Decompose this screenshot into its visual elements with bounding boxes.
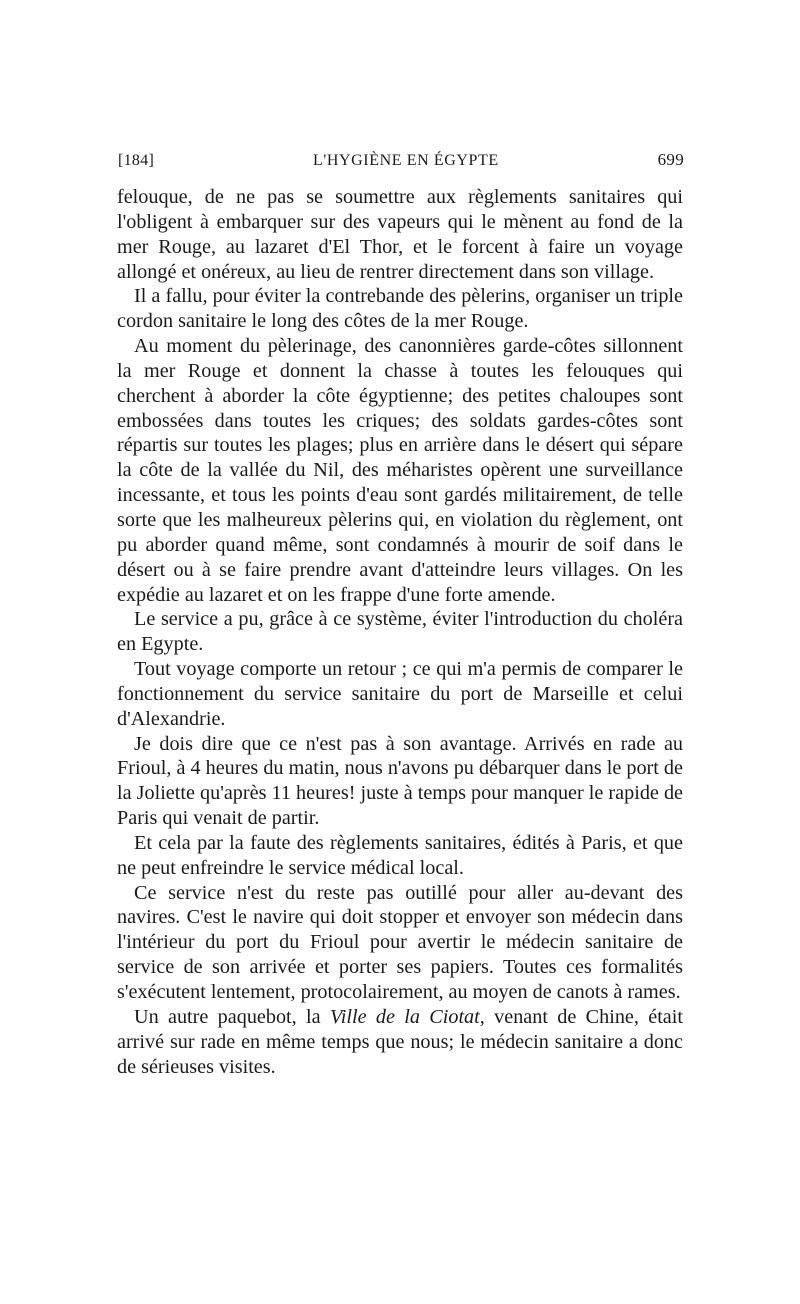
paragraph: Au moment du pèlerinage, des canonnières garde-côtes sillonnent la mer Rouge et donnent la chasse à toutes les felouques qui cherchent à aborder la côte égyptienne; des petites chaloupes sont embossées dans toutes les criques; des soldats gardes-côtes sont répartis sur toutes les plages; plus en arrière dans le désert qui sépare la côte de la vallée du Nil, des méharistes opèrent une surveillance incessante, et tous les points d'eau sont gardés militairement, de telle sorte que les malheureux pèlerins qui, en violation du règlement, ont pu aborder quand même, sont condamnés à mourir de soif dans le désert ou à se faire prendre avant d'atteindre leurs villages. On les expédie au lazaret et on les frappe d'une forte amende. [117,335,683,606]
paragraph-text-after: , venant de Chine, était arrivé sur rade en même temps que nous; le médecin sanitaire a donc de sérieuses visites. [117,1005,683,1078]
paragraph: Et cela par la faute des règlements sanitaires, édités à Paris, et que ne peut enfreindre le service médical local. [117,831,683,879]
section-number: [184] [118,152,155,169]
running-title: L'HYGIÈNE EN ÉGYPTE [312,152,499,169]
body-text [117,185,683,1079]
paragraph: Il a fallu, pour éviter la contrebande des pèlerins, organiser un triple cordon sanitaire le long des côtes de la mer Rouge. [117,285,683,333]
paragraph: Tout voyage comporte un retour ; ce qui m'a permis de comparer le fonctionnement du service sanitaire du port de Marseille et celui d'Alexandrie. [117,658,683,730]
paragraph-continuation: felouque, de ne pas se soumettre aux règlements sanitaires qui l'obligent à embarquer sur des vapeurs qui le mènent au fond de la mer Rouge, au lazaret d'El Thor, et le forcent à faire un voyage allongé et onéreux, au lieu de rentrer directement dans son village. [117,186,683,283]
running-header [118,150,684,176]
ship-name-italic: Ville de la Ciotat [329,1005,480,1028]
page-number: 699 [657,150,684,169]
paragraph: Le service a pu, grâce à ce système, éviter l'introduction du choléra en Egypte. [117,608,683,656]
paragraph-last [117,1005,683,1080]
paragraph: Je dois dire que ce n'est pas à son avantage. Arrivés en rade au Frioul, à 4 heures du matin, nous n'avons pu débarquer dans le port de la Joliette qu'après 11 heures! juste à temps pour manquer le rapide de Paris qui venait de partir. [117,732,683,830]
paragraph-text-before: Un autre paquebot, la [134,1005,330,1028]
paragraph: Ce service n'est du reste pas outillé pour aller au-devant des navires. C'est le navire qui doit stopper et envoyer son médecin dans l'intérieur du port du Frioul pour avertir le médecin sanitaire de service de son arrivée et porter ses papiers. Toutes ces formalités s'exécutent lentement, protocolairement, au moyen de canots à rames. [117,881,683,1003]
